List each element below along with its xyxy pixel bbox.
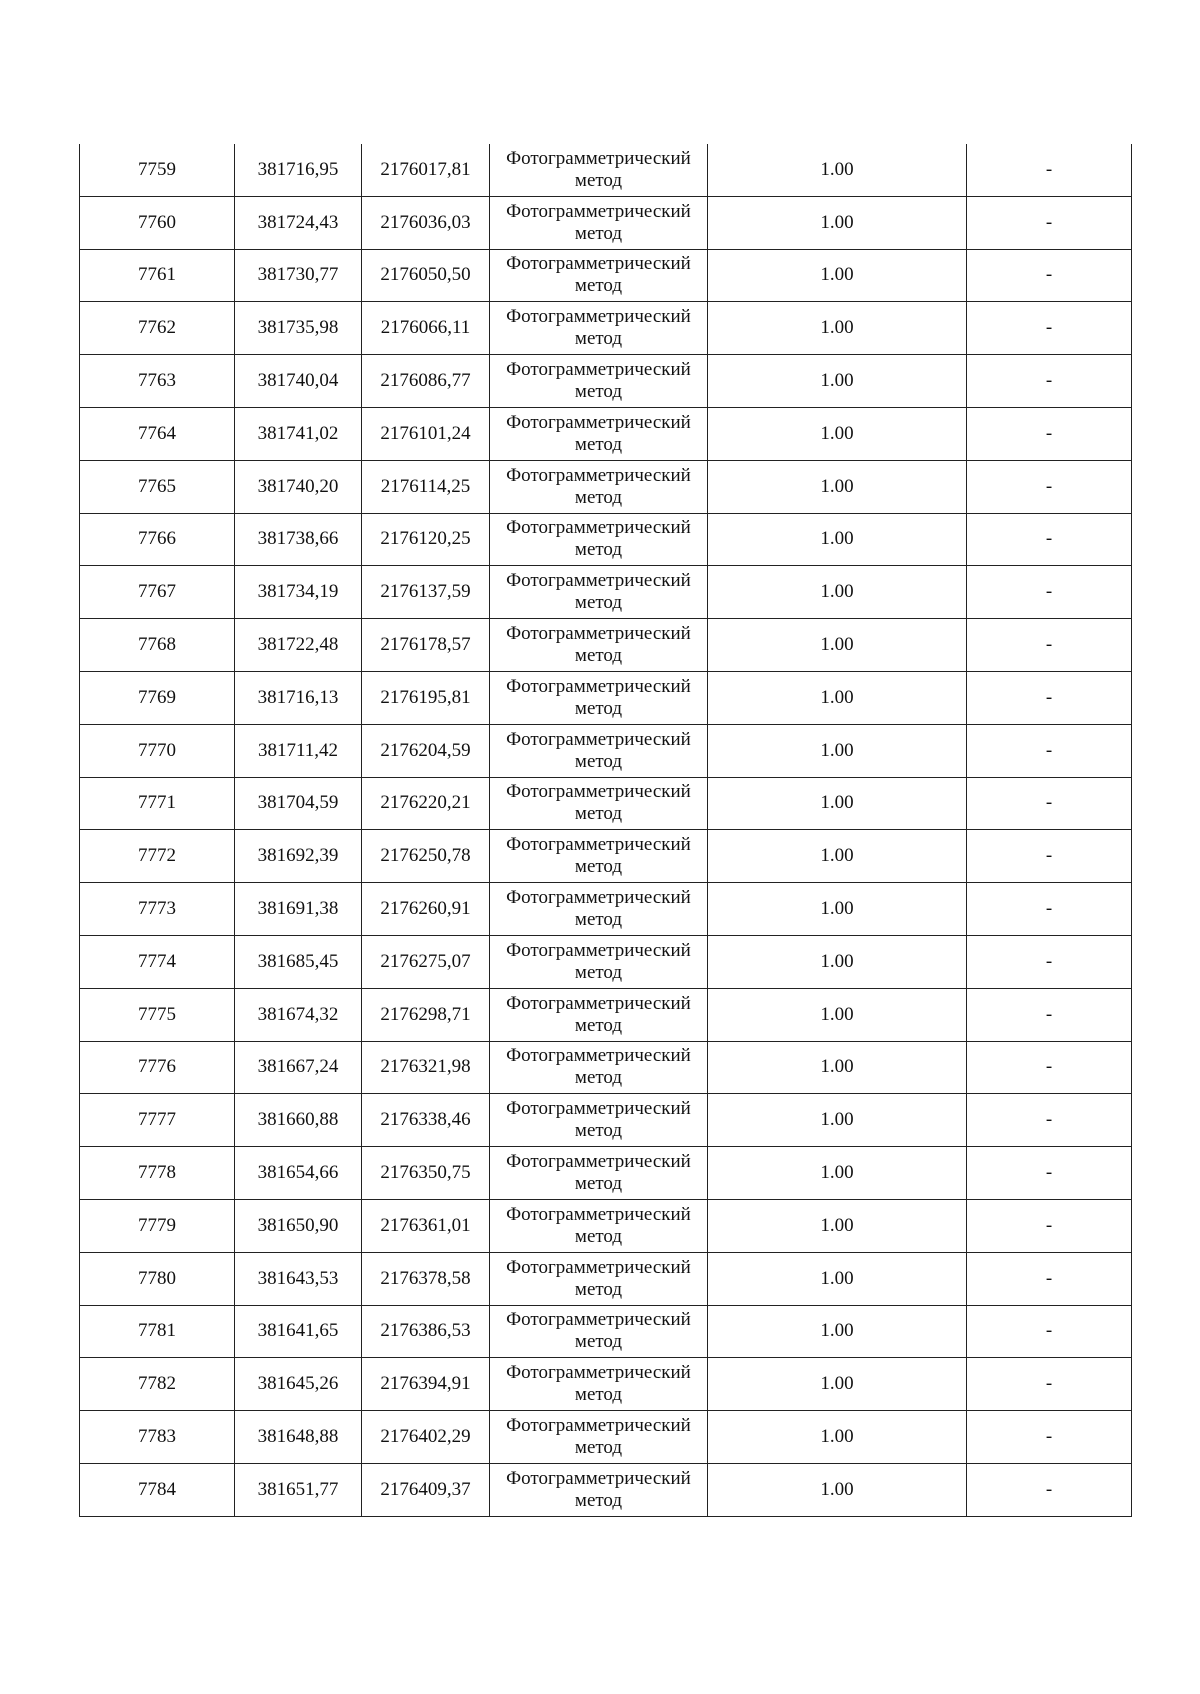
- method-line-1: Фотограмметрический: [506, 517, 691, 539]
- method-line-2: метод: [574, 433, 623, 455]
- description-cell: -: [967, 988, 1132, 1041]
- x-coordinate-cell: 381660,88: [235, 1094, 362, 1147]
- table-row: [80, 407, 1132, 460]
- method-cell: [490, 619, 708, 672]
- description-cell: -: [967, 1305, 1132, 1358]
- accuracy-cell: 1.00: [708, 1358, 967, 1411]
- point-number-cell: 7784: [80, 1463, 235, 1516]
- accuracy-cell: 1.00: [708, 513, 967, 566]
- method-line-1: Фотограмметрический: [506, 728, 691, 750]
- method-cell: [490, 1147, 708, 1200]
- point-number-cell: 7760: [80, 196, 235, 249]
- method-line-2: метод: [574, 222, 623, 244]
- method-cell: [490, 988, 708, 1041]
- point-number-cell: 7771: [80, 777, 235, 830]
- point-number-cell: 7783: [80, 1411, 235, 1464]
- point-number-cell: 7779: [80, 1199, 235, 1252]
- accuracy-cell: 1.00: [708, 1094, 967, 1147]
- description-cell: -: [967, 1358, 1132, 1411]
- point-number-cell: 7774: [80, 935, 235, 988]
- x-coordinate-cell: 381730,77: [235, 249, 362, 302]
- method-line-1: Фотограмметрический: [506, 1256, 691, 1278]
- method-cell: [490, 830, 708, 883]
- method-line-1: Фотограмметрический: [506, 1098, 691, 1120]
- method-line-2: метод: [574, 486, 623, 508]
- table-row: [80, 1252, 1132, 1305]
- x-coordinate-cell: 381722,48: [235, 619, 362, 672]
- y-coordinate-cell: 2176017,81: [362, 144, 490, 196]
- method-line-1: Фотограмметрический: [506, 1309, 691, 1331]
- method-line-1: Фотограмметрический: [506, 834, 691, 856]
- table-row: [80, 144, 1132, 196]
- table-row: [80, 988, 1132, 1041]
- method-cell: [490, 249, 708, 302]
- coordinates-table-body: [80, 144, 1132, 1516]
- method-cell: [490, 1411, 708, 1464]
- point-number-cell: 7764: [80, 407, 235, 460]
- method-line-1: Фотограмметрический: [506, 623, 691, 645]
- point-number-cell: 7772: [80, 830, 235, 883]
- method-line-2: метод: [574, 592, 623, 614]
- accuracy-cell: 1.00: [708, 935, 967, 988]
- y-coordinate-cell: 2176378,58: [362, 1252, 490, 1305]
- point-number-cell: 7759: [80, 144, 235, 196]
- description-cell: -: [967, 671, 1132, 724]
- table-row: [80, 1358, 1132, 1411]
- y-coordinate-cell: 2176321,98: [362, 1041, 490, 1094]
- method-line-1: Фотограмметрический: [506, 306, 691, 328]
- y-coordinate-cell: 2176250,78: [362, 830, 490, 883]
- x-coordinate-cell: 381648,88: [235, 1411, 362, 1464]
- table-row: [80, 196, 1132, 249]
- method-line-1: Фотограмметрический: [506, 200, 691, 222]
- point-number-cell: 7769: [80, 671, 235, 724]
- accuracy-cell: 1.00: [708, 883, 967, 936]
- table-row: [80, 1041, 1132, 1094]
- point-number-cell: 7776: [80, 1041, 235, 1094]
- accuracy-cell: 1.00: [708, 566, 967, 619]
- method-cell: [490, 407, 708, 460]
- y-coordinate-cell: 2176394,91: [362, 1358, 490, 1411]
- y-coordinate-cell: 2176298,71: [362, 988, 490, 1041]
- method-cell: [490, 1463, 708, 1516]
- y-coordinate-cell: 2176114,25: [362, 460, 490, 513]
- description-cell: -: [967, 249, 1132, 302]
- y-coordinate-cell: 2176275,07: [362, 935, 490, 988]
- method-line-2: метод: [574, 1331, 623, 1353]
- method-line-1: Фотограмметрический: [506, 781, 691, 803]
- description-cell: -: [967, 1041, 1132, 1094]
- method-line-1: Фотограмметрический: [506, 1467, 691, 1489]
- x-coordinate-cell: 381716,13: [235, 671, 362, 724]
- method-line-2: метод: [574, 1278, 623, 1300]
- point-number-cell: 7781: [80, 1305, 235, 1358]
- description-cell: -: [967, 883, 1132, 936]
- description-cell: -: [967, 1094, 1132, 1147]
- table-row: [80, 1094, 1132, 1147]
- description-cell: -: [967, 407, 1132, 460]
- method-line-1: Фотограмметрический: [506, 992, 691, 1014]
- x-coordinate-cell: 381645,26: [235, 1358, 362, 1411]
- x-coordinate-cell: 381674,32: [235, 988, 362, 1041]
- method-cell: [490, 144, 708, 196]
- accuracy-cell: 1.00: [708, 460, 967, 513]
- method-line-1: Фотограмметрический: [506, 253, 691, 275]
- description-cell: -: [967, 513, 1132, 566]
- x-coordinate-cell: 381735,98: [235, 302, 362, 355]
- method-line-2: метод: [574, 1489, 623, 1511]
- method-cell: [490, 1199, 708, 1252]
- description-cell: -: [967, 566, 1132, 619]
- table-row: [80, 460, 1132, 513]
- table-row: [80, 935, 1132, 988]
- accuracy-cell: 1.00: [708, 196, 967, 249]
- x-coordinate-cell: 381740,20: [235, 460, 362, 513]
- y-coordinate-cell: 2176178,57: [362, 619, 490, 672]
- method-line-1: Фотограмметрический: [506, 1362, 691, 1384]
- method-line-1: Фотограмметрический: [506, 939, 691, 961]
- point-number-cell: 7770: [80, 724, 235, 777]
- method-line-2: метод: [574, 539, 623, 561]
- x-coordinate-cell: 381741,02: [235, 407, 362, 460]
- method-cell: [490, 671, 708, 724]
- table-row: [80, 671, 1132, 724]
- method-line-2: метод: [574, 328, 623, 350]
- method-line-2: метод: [574, 1437, 623, 1459]
- y-coordinate-cell: 2176086,77: [362, 355, 490, 408]
- table-row: [80, 883, 1132, 936]
- method-line-2: метод: [574, 1173, 623, 1195]
- accuracy-cell: 1.00: [708, 144, 967, 196]
- point-number-cell: 7773: [80, 883, 235, 936]
- accuracy-cell: 1.00: [708, 355, 967, 408]
- method-cell: [490, 1094, 708, 1147]
- point-number-cell: 7765: [80, 460, 235, 513]
- method-cell: [490, 1252, 708, 1305]
- y-coordinate-cell: 2176220,21: [362, 777, 490, 830]
- accuracy-cell: 1.00: [708, 671, 967, 724]
- method-cell: [490, 302, 708, 355]
- table-row: [80, 1147, 1132, 1200]
- method-cell: [490, 1358, 708, 1411]
- table-row: [80, 566, 1132, 619]
- y-coordinate-cell: 2176101,24: [362, 407, 490, 460]
- accuracy-cell: 1.00: [708, 619, 967, 672]
- y-coordinate-cell: 2176338,46: [362, 1094, 490, 1147]
- x-coordinate-cell: 381643,53: [235, 1252, 362, 1305]
- table-row: [80, 513, 1132, 566]
- x-coordinate-cell: 381650,90: [235, 1199, 362, 1252]
- method-line-2: метод: [574, 1014, 623, 1036]
- point-number-cell: 7777: [80, 1094, 235, 1147]
- y-coordinate-cell: 2176361,01: [362, 1199, 490, 1252]
- point-number-cell: 7766: [80, 513, 235, 566]
- description-cell: -: [967, 935, 1132, 988]
- table-row: [80, 1199, 1132, 1252]
- method-line-2: метод: [574, 1225, 623, 1247]
- accuracy-cell: 1.00: [708, 249, 967, 302]
- point-number-cell: 7767: [80, 566, 235, 619]
- x-coordinate-cell: 381667,24: [235, 1041, 362, 1094]
- y-coordinate-cell: 2176402,29: [362, 1411, 490, 1464]
- accuracy-cell: 1.00: [708, 1463, 967, 1516]
- description-cell: -: [967, 1252, 1132, 1305]
- y-coordinate-cell: 2176386,53: [362, 1305, 490, 1358]
- table-row: [80, 777, 1132, 830]
- method-cell: [490, 460, 708, 513]
- accuracy-cell: 1.00: [708, 1147, 967, 1200]
- table-row: [80, 830, 1132, 883]
- description-cell: -: [967, 1199, 1132, 1252]
- accuracy-cell: 1.00: [708, 1411, 967, 1464]
- description-cell: -: [967, 777, 1132, 830]
- x-coordinate-cell: 381738,66: [235, 513, 362, 566]
- y-coordinate-cell: 2176137,59: [362, 566, 490, 619]
- accuracy-cell: 1.00: [708, 1199, 967, 1252]
- y-coordinate-cell: 2176260,91: [362, 883, 490, 936]
- method-line-1: Фотограмметрический: [506, 887, 691, 909]
- x-coordinate-cell: 381654,66: [235, 1147, 362, 1200]
- x-coordinate-cell: 381641,65: [235, 1305, 362, 1358]
- description-cell: -: [967, 196, 1132, 249]
- method-cell: [490, 1305, 708, 1358]
- accuracy-cell: 1.00: [708, 1305, 967, 1358]
- method-line-1: Фотограмметрический: [506, 570, 691, 592]
- method-cell: [490, 513, 708, 566]
- accuracy-cell: 1.00: [708, 407, 967, 460]
- method-line-2: метод: [574, 381, 623, 403]
- method-line-1: Фотограмметрический: [506, 675, 691, 697]
- point-number-cell: 7761: [80, 249, 235, 302]
- x-coordinate-cell: 381716,95: [235, 144, 362, 196]
- method-line-2: метод: [574, 645, 623, 667]
- method-line-2: метод: [574, 1067, 623, 1089]
- x-coordinate-cell: 381651,77: [235, 1463, 362, 1516]
- y-coordinate-cell: 2176066,11: [362, 302, 490, 355]
- table-row: [80, 302, 1132, 355]
- method-line-2: метод: [574, 169, 623, 191]
- description-cell: -: [967, 619, 1132, 672]
- method-line-1: Фотограмметрический: [506, 1151, 691, 1173]
- method-cell: [490, 777, 708, 830]
- y-coordinate-cell: 2176195,81: [362, 671, 490, 724]
- description-cell: -: [967, 302, 1132, 355]
- point-number-cell: 7768: [80, 619, 235, 672]
- point-number-cell: 7778: [80, 1147, 235, 1200]
- y-coordinate-cell: 2176120,25: [362, 513, 490, 566]
- table-row: [80, 355, 1132, 408]
- method-line-1: Фотограмметрический: [506, 359, 691, 381]
- method-cell: [490, 935, 708, 988]
- method-line-2: метод: [574, 961, 623, 983]
- method-line-2: метод: [574, 1120, 623, 1142]
- table-row: [80, 1463, 1132, 1516]
- method-line-2: метод: [574, 697, 623, 719]
- method-cell: [490, 355, 708, 408]
- method-cell: [490, 566, 708, 619]
- point-number-cell: 7782: [80, 1358, 235, 1411]
- y-coordinate-cell: 2176204,59: [362, 724, 490, 777]
- accuracy-cell: 1.00: [708, 302, 967, 355]
- description-cell: -: [967, 1147, 1132, 1200]
- description-cell: -: [967, 830, 1132, 883]
- x-coordinate-cell: 381704,59: [235, 777, 362, 830]
- y-coordinate-cell: 2176409,37: [362, 1463, 490, 1516]
- y-coordinate-cell: 2176050,50: [362, 249, 490, 302]
- table-row: [80, 249, 1132, 302]
- x-coordinate-cell: 381711,42: [235, 724, 362, 777]
- method-cell: [490, 196, 708, 249]
- method-cell: [490, 883, 708, 936]
- method-line-1: Фотограмметрический: [506, 1203, 691, 1225]
- method-line-1: Фотограмметрический: [506, 411, 691, 433]
- method-line-1: Фотограмметрический: [506, 147, 691, 169]
- x-coordinate-cell: 381724,43: [235, 196, 362, 249]
- description-cell: -: [967, 724, 1132, 777]
- method-line-2: метод: [574, 803, 623, 825]
- accuracy-cell: 1.00: [708, 1041, 967, 1094]
- method-line-2: метод: [574, 275, 623, 297]
- description-cell: -: [967, 144, 1132, 196]
- point-number-cell: 7763: [80, 355, 235, 408]
- x-coordinate-cell: 381692,39: [235, 830, 362, 883]
- accuracy-cell: 1.00: [708, 988, 967, 1041]
- description-cell: -: [967, 355, 1132, 408]
- point-number-cell: 7762: [80, 302, 235, 355]
- method-line-2: метод: [574, 909, 623, 931]
- table-row: [80, 724, 1132, 777]
- point-number-cell: 7780: [80, 1252, 235, 1305]
- accuracy-cell: 1.00: [708, 830, 967, 883]
- method-line-2: метод: [574, 750, 623, 772]
- method-line-1: Фотограмметрический: [506, 464, 691, 486]
- x-coordinate-cell: 381734,19: [235, 566, 362, 619]
- accuracy-cell: 1.00: [708, 777, 967, 830]
- method-line-2: метод: [574, 856, 623, 878]
- method-line-1: Фотограмметрический: [506, 1415, 691, 1437]
- y-coordinate-cell: 2176350,75: [362, 1147, 490, 1200]
- description-cell: -: [967, 460, 1132, 513]
- table-row: [80, 619, 1132, 672]
- point-number-cell: 7775: [80, 988, 235, 1041]
- method-line-1: Фотограмметрический: [506, 1045, 691, 1067]
- coordinates-table: [79, 144, 1132, 1517]
- description-cell: -: [967, 1463, 1132, 1516]
- accuracy-cell: 1.00: [708, 724, 967, 777]
- x-coordinate-cell: 381740,04: [235, 355, 362, 408]
- table-row: [80, 1305, 1132, 1358]
- method-cell: [490, 724, 708, 777]
- x-coordinate-cell: 381691,38: [235, 883, 362, 936]
- description-cell: -: [967, 1411, 1132, 1464]
- method-cell: [490, 1041, 708, 1094]
- y-coordinate-cell: 2176036,03: [362, 196, 490, 249]
- table-row: [80, 1411, 1132, 1464]
- accuracy-cell: 1.00: [708, 1252, 967, 1305]
- x-coordinate-cell: 381685,45: [235, 935, 362, 988]
- method-line-2: метод: [574, 1384, 623, 1406]
